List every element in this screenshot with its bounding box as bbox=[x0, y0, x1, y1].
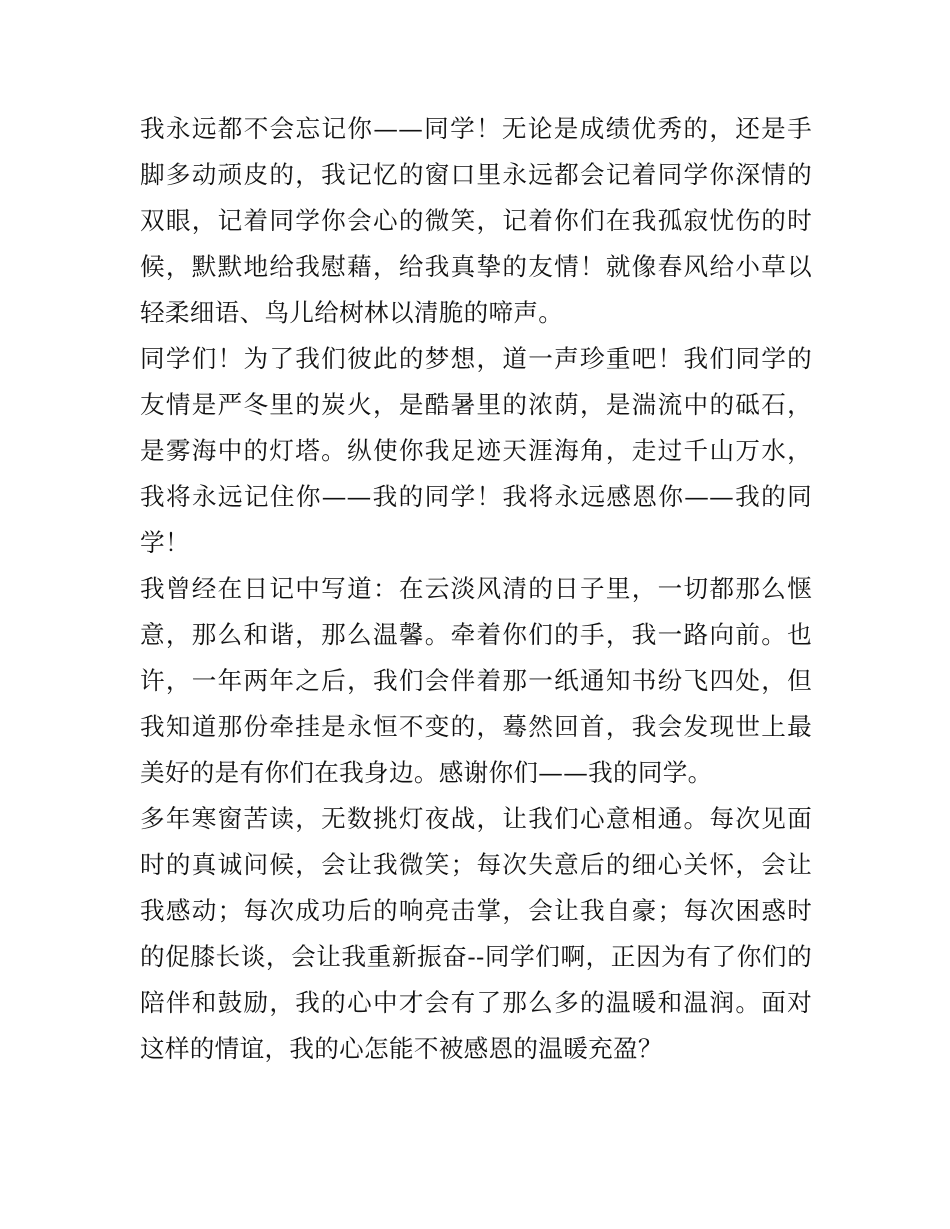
document-body bbox=[140, 106, 812, 1072]
paragraph-1: 我永远都不会忘记你——同学！无论是成绩优秀的，还是手脚多动顽皮的，我记忆的窗口里永远都会记着同学你深情的双眼，记着同学你会心的微笑，记着你们在我孤寂忧伤的时候，默默地给我慰藉，给我真挚的友情！就像春风给小草以轻柔细语、鸟儿给树林以清脆的啼声。 bbox=[140, 114, 812, 327]
paragraph-2: 同学们！为了我们彼此的梦想，道一声珍重吧！我们同学的友情是严冬里的炭火，是酷暑里的浓荫，是湍流中的砥石，是雾海中的灯塔。纵使你我足迹天涯海角，走过千山万水，我将永远记住你——我的同学！我将永远感恩你——我的同学！ bbox=[140, 344, 812, 557]
paragraph-3: 我曾经在日记中写道：在云淡风清的日子里，一切都那么惬意，那么和谐，那么温馨。牵着你们的手，我一路向前。也许，一年两年之后，我们会伴着那一纸通知书纷飞四处，但我知道那份牵挂是永恒不变的，蓦然回首，我会发现世上最美好的是有你们在我身边。感谢你们——我的同学。 bbox=[140, 574, 812, 787]
paragraph-4: 多年寒窗苦读，无数挑灯夜战，让我们心意相通。每次见面时的真诚问候，会让我微笑；每次失意后的细心关怀，会让我感动；每次成功后的响亮击掌，会让我自豪；每次困惑时的促膝长谈，会让我重新振奋--同学们啊，正因为有了你们的陪伴和鼓励，我的心中才会有了那么多的温暖和温润。面对这样的情谊，我的心怎能不被感恩的温暖充盈？ bbox=[140, 804, 812, 1063]
